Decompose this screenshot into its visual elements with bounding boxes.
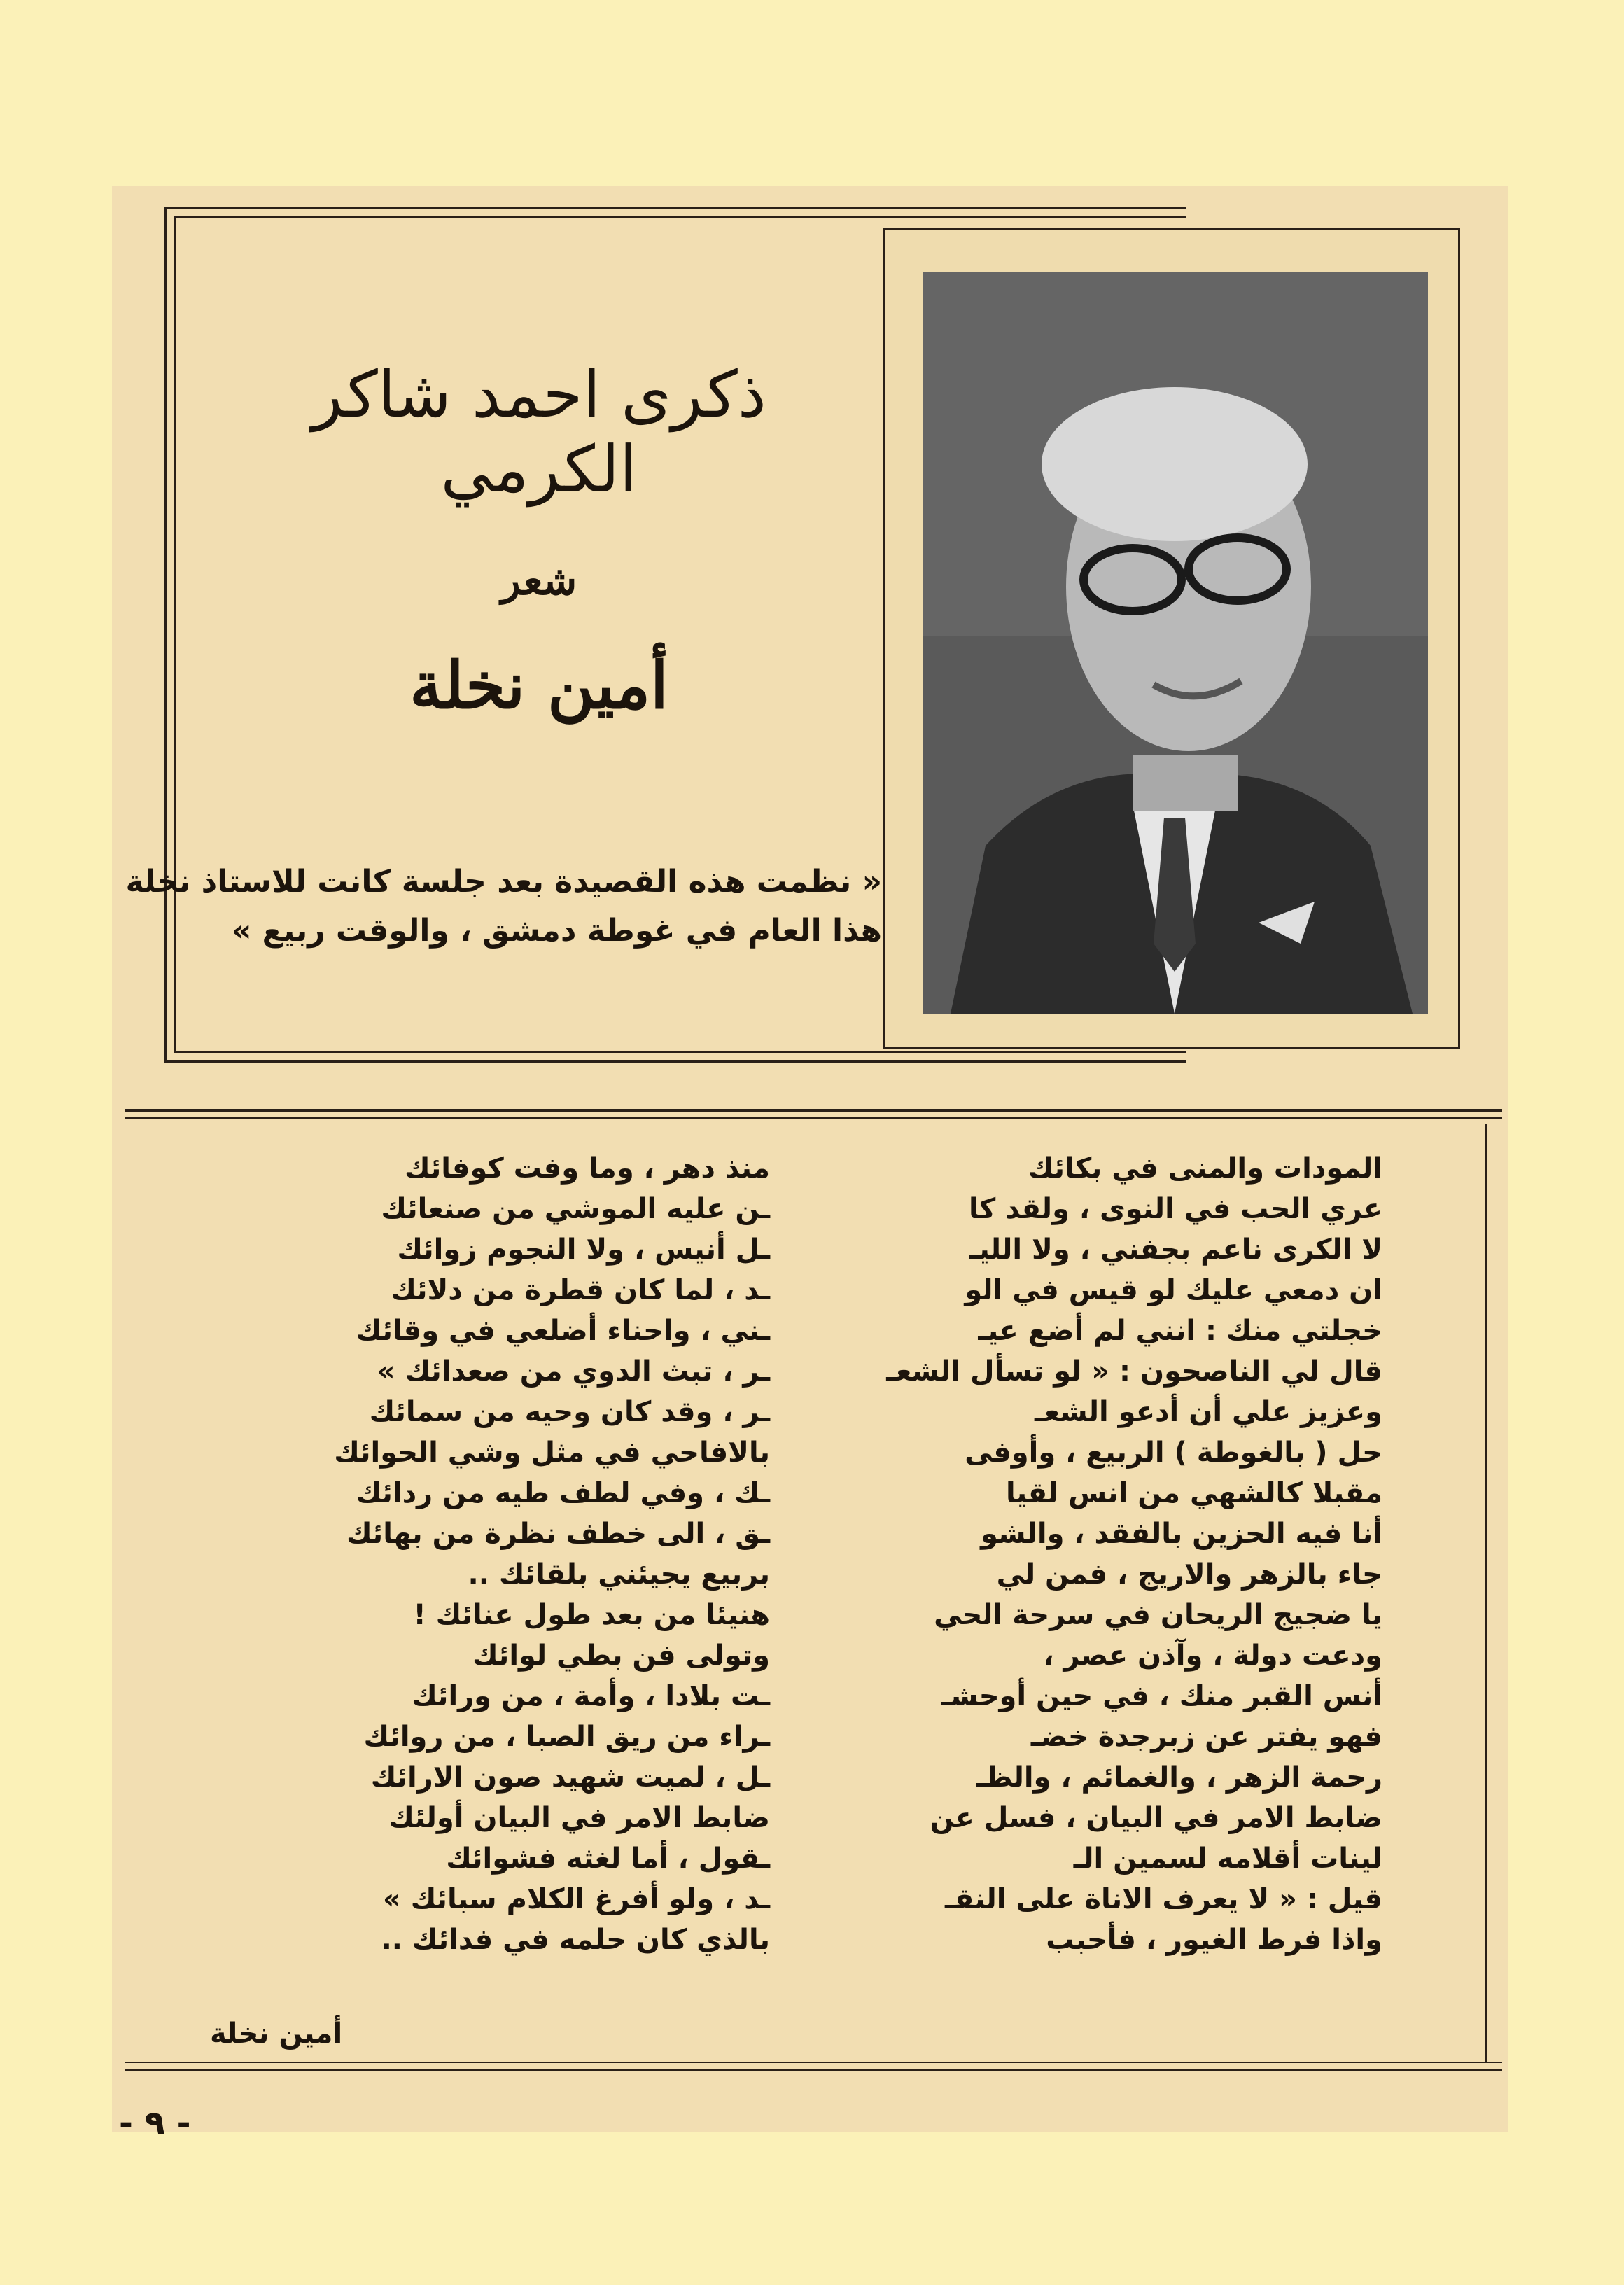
verse-line: منذ دهر ، وما وفت كوفائك xyxy=(404,1152,770,1185)
verse-line: مقبلا كالشهي من انس لقيا xyxy=(1005,1477,1382,1509)
intro-line: هذا العام في غوطة دمشق ، والوقت ربيع » xyxy=(231,913,882,949)
verse-line: ـر ، وقد كان وحيه من سمائك xyxy=(369,1396,770,1428)
verse-line: ـد ، لما كان قطرة من دلائك xyxy=(391,1274,770,1306)
verse-line: جاء بالزهر والاريج ، فمن لي xyxy=(996,1558,1382,1591)
poem-right-column xyxy=(878,1148,1382,1960)
genre-label: شعر xyxy=(500,557,578,604)
verse-line: ـل أنيس ، ولا النجوم زوائك xyxy=(397,1234,770,1266)
verse-line: ـد ، ولو أفرغ الكلام سبائك » xyxy=(382,1883,770,1915)
verse-line: وتولى فن بطي لوائك xyxy=(472,1640,770,1672)
signature: أمين نخلة xyxy=(210,2018,343,2050)
top-rule xyxy=(125,1109,1502,1119)
verse-line: أنس القبر منك ، في حين أوحشـ xyxy=(941,1680,1382,1712)
verse-line: ودعت دولة ، وآذن عصر ، xyxy=(1043,1640,1382,1672)
verse-line: ـت بلادا ، وأمة ، من ورائك xyxy=(412,1680,770,1712)
verse-line: فهو يفتر عن زبرجدة خضـ xyxy=(1030,1721,1382,1753)
verse-line: المودات والمنى في بكائك xyxy=(1028,1152,1382,1185)
verse-line: رحمة الزهر ، والغمائم ، والظـ xyxy=(976,1761,1382,1794)
verse-line: حل ( بالغوطة ) الربيع ، وأوفى xyxy=(965,1437,1382,1469)
right-rule xyxy=(1485,1124,1488,2062)
poet-name: أمين نخلة xyxy=(410,648,668,723)
verse-line: ان دمعي عليك لو قيس في الو xyxy=(965,1274,1382,1306)
verse-line: يا ضجيج الريحان في سرحة الحي xyxy=(934,1599,1382,1631)
verse-line: لينات أقلامه لسمين الـ xyxy=(1073,1843,1382,1875)
verse-line: ضابط الامر في البيان أولئك xyxy=(388,1802,770,1834)
verse-line: أنا فيه الحزين بالفقد ، والشو xyxy=(981,1518,1382,1550)
verse-line: هنيئا من بعد طول عنائك ! xyxy=(413,1599,770,1631)
verse-line: ـن عليه الموشي من صنعائك xyxy=(381,1193,770,1225)
verse-line: بالافاحي في مثل وشي الحوائك xyxy=(334,1437,770,1469)
verse-line: ـق ، الى خطف نظرة من بهائك xyxy=(346,1518,770,1550)
verse-line: ـني ، واحناء أضلعي في وقائك xyxy=(356,1315,770,1347)
verse-line: خجلتي منك : انني لم أضع عيـ xyxy=(978,1315,1382,1347)
verse-line: عري الحب في النوى ، ولقد كا xyxy=(968,1193,1382,1225)
verse-line: بالذي كان حلمه في فدائك .. xyxy=(381,1924,770,1956)
bottom-rule xyxy=(125,2062,1502,2071)
verse-line: لا الكرى ناعم بجفني ، ولا الليـ xyxy=(969,1234,1382,1266)
verse-line: ـك ، وفي لطف طيه من ردائك xyxy=(356,1477,770,1509)
verse-line: ـر ، تبث الدوي من صعدائك » xyxy=(377,1355,770,1388)
verse-line: وعزيز علي أن أدعو الشعـ xyxy=(1035,1396,1382,1428)
verse-line: قيل : « لا يعرف الاناة على النقـ xyxy=(944,1883,1382,1915)
verse-line: واذا فرط الغيور ، فأحبب xyxy=(1046,1924,1382,1956)
verse-line: ـل ، لميت شهيد صون الارائك xyxy=(370,1761,770,1794)
verse-line: ـقول ، أما لغثه فشوائك xyxy=(446,1843,770,1875)
verse-line: ضابط الامر في البيان ، فسل عن xyxy=(930,1802,1382,1834)
intro-line: « نظمت هذه القصيدة بعد جلسة كانت للاستاذ نخلة xyxy=(125,864,882,900)
poet-portrait xyxy=(923,272,1428,1014)
intro-note xyxy=(125,858,882,956)
verse-line: قال لي الناصحون : « لو تسأل الشعـ xyxy=(886,1355,1382,1388)
verse-line: ـراء من ريق الصبا ، من روائك xyxy=(363,1721,770,1753)
poem-left-column xyxy=(280,1148,770,1960)
verse-line: بربيع يجيئني بلقائك .. xyxy=(468,1558,770,1591)
page-number: - ٩ - xyxy=(119,2104,191,2143)
poem-title: ذكرى احمد شاكر الكرمي xyxy=(312,357,766,507)
